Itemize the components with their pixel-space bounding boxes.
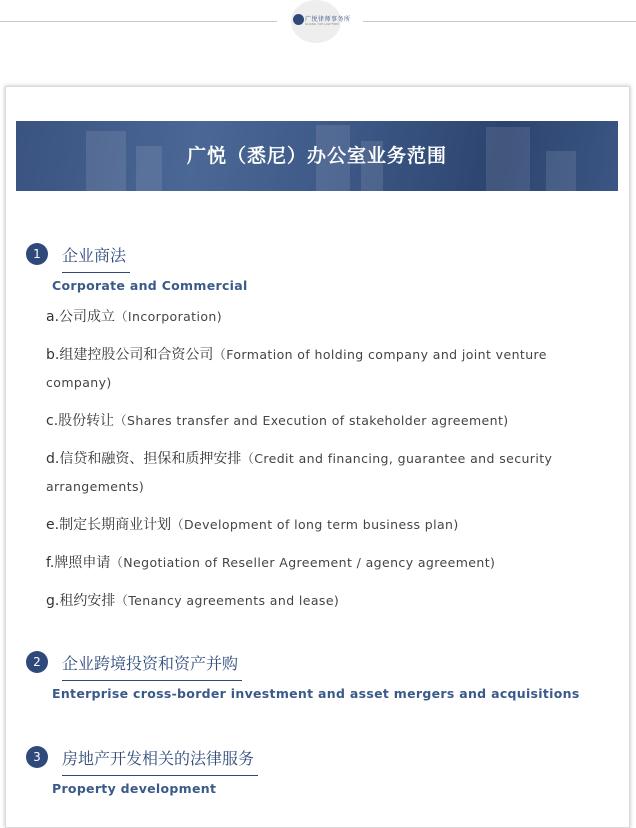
list-item	[46, 445, 576, 501]
item-zh: f.牌照申请	[46, 555, 111, 571]
logo-subtitle: GUANG YUE LAW FIRM	[305, 22, 339, 26]
item-zh: c.股份转让	[46, 413, 115, 429]
section-title: 企业跨境投资和资产并购	[62, 651, 242, 681]
item-zh: d.信贷和融资、担保和质押安排	[46, 451, 242, 467]
item-en: （Negotiation of Reseller Agreement / agency agreement)	[110, 555, 496, 570]
logo-icon	[293, 14, 304, 25]
section-number-badge: 2	[26, 651, 48, 673]
item-zh: a.公司成立	[46, 309, 116, 325]
banner	[16, 121, 618, 191]
item-zh: e.制定长期商业计划	[46, 517, 172, 533]
list-item	[46, 549, 576, 577]
logo-name: 广悦律师事务所	[305, 16, 351, 23]
section-subtitle: Enterprise cross-border investment and asset mergers and acquisitions	[52, 686, 580, 701]
list-item	[46, 587, 576, 615]
section-subtitle: Corporate and Commercial	[52, 278, 248, 293]
item-en: （Incorporation)	[115, 309, 223, 324]
content-card	[5, 86, 630, 828]
item-en: （Tenancy agreements and lease)	[115, 593, 340, 608]
section-title: 企业商法	[62, 243, 130, 273]
item-en: （Credit and financing, guarantee and security arrangements)	[46, 451, 553, 494]
item-zh: g.租约安排	[46, 593, 116, 609]
list-item	[46, 407, 576, 435]
item-en: （Development of long term business plan)	[171, 517, 459, 532]
section-subtitle: Property development	[52, 781, 217, 796]
header-divider-right	[363, 21, 636, 22]
list-item	[46, 303, 576, 331]
list-item	[46, 511, 576, 539]
item-zh: b.组建控股公司和合资公司	[46, 347, 214, 363]
list-item	[46, 341, 576, 397]
item-en: （Formation of holding company and joint venture company)	[46, 347, 547, 390]
header-divider-left	[0, 21, 277, 22]
item-en: （Shares transfer and Execution of stakeholder agreement)	[114, 413, 509, 428]
banner-title: 广悦（悉尼）办公室业务范围	[186, 145, 447, 167]
section-title: 房地产开发相关的法律服务	[62, 746, 258, 776]
service-list	[46, 303, 576, 625]
section-number-badge: 1	[26, 243, 48, 265]
section-number-badge: 3	[26, 746, 48, 768]
